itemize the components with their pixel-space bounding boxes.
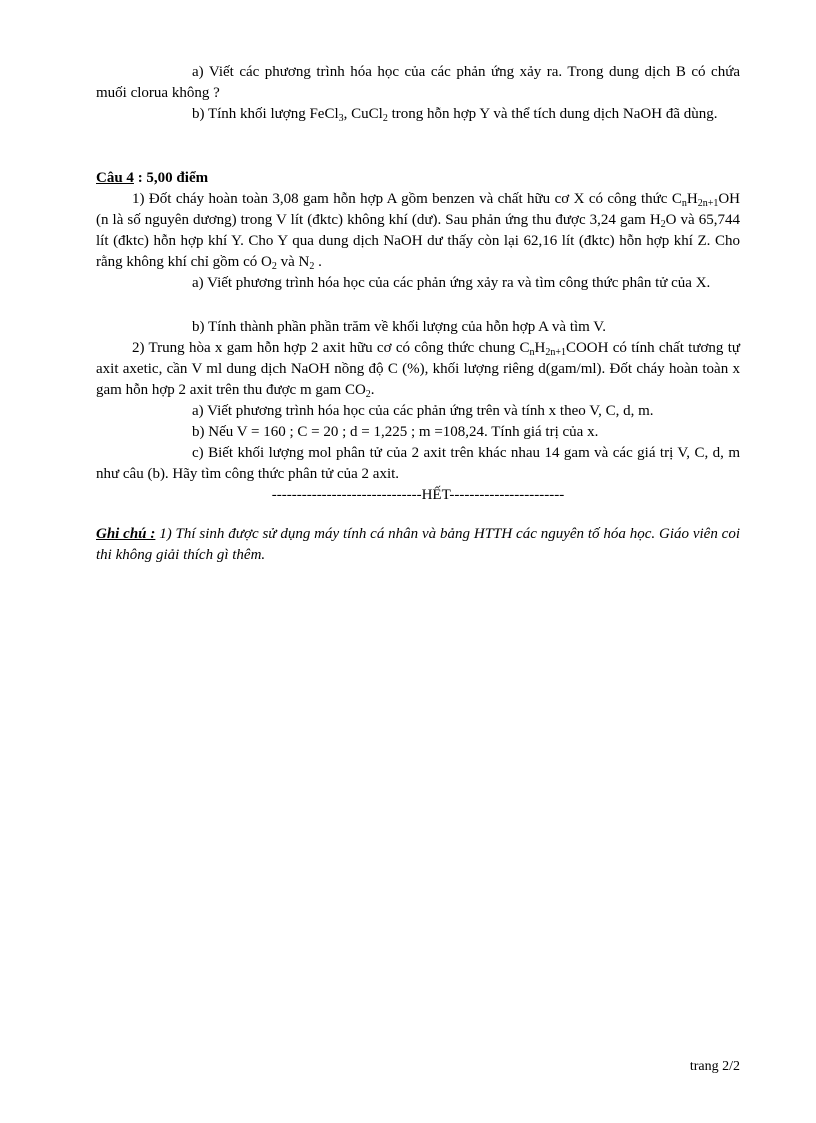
- note-label: Ghi chú :: [96, 526, 156, 542]
- q3-part-a: a) Viết các phương trình hóa học của các phản ứng xảy ra. Trong dung dịch B có chứa muối clorua không ?: [96, 64, 740, 101]
- q4-2-part-b: b) Nếu V = 160 ; C = 20 ; d = 1,225 ; m =108,24. Tính giá trị của x.: [192, 424, 599, 440]
- q4-1-part-a: a) Viết phương trình hóa học của các phản ứng xảy ra và tìm công thức phân tử của X.: [192, 275, 711, 291]
- end-divider: ------------------------------HẾT-----------------------: [271, 487, 565, 503]
- q4-paragraph-2: 2) Trung hòa x gam hỗn hợp 2 axit hữu cơ có công thức chung $C_nH_{2n+1}COOH$ có tính chất tương tự axit axetic, cần V ml dung dịch NaOH nồng độ C (%), khối lượng riêng d(gam/ml). Đốt cháy hoàn toàn x gam hỗn hợp 2 axit trên thu được m gam $CO_2$.: [96, 340, 740, 400]
- q3-part-b: b) Tính khối lượng FeCl$_3$, CuCl$_2$ trong hỗn hợp Y và thể tích dung dịch NaOH đã dùng.: [192, 106, 718, 124]
- page-number: trang 2/2: [689, 1059, 740, 1074]
- q4-1-part-b: b) Tính thành phần phần trăm về khối lượng của hỗn hợp A và tìm V.: [192, 319, 606, 335]
- q4-2-part-c: c) Biết khối lượng mol phân tử của 2 axit trên khác nhau 14 gam và các giá trị V, C, d, m như câu (b). Hãy tìm công thức phân tử của 2 axit.: [96, 445, 740, 482]
- q4-paragraph-1: 1) Đốt cháy hoàn toàn 3,08 gam hỗn hợp A gồm benzen và chất hữu cơ X có công thức $C_nH_{2n+1}OH$ (n là số nguyên dương) trong V lít (đktc) không khí (dư). Sau phản ứng thu được 3,24 gam $H_2O$ và 65,744 lít (đktc) hỗn hợp khí Y. Cho Y qua dung dịch NaOH dư thấy còn lại 62,16 lít (đktc) hỗn hợp khí Z. Cho rằng không khí chỉ gồm có $O_2$ và $N_2$ .: [96, 191, 740, 272]
- note-text: 1) Thí sinh được sử dụng máy tính cá nhân và bảng HTTH các nguyên tố hóa học. Giáo viên coi thi không giải thích gì thêm.: [96, 526, 740, 563]
- note: [96, 524, 740, 566]
- q4-heading: Câu 4 : 5,00 điểm: [96, 170, 209, 186]
- q4-2-part-a: a) Viết phương trình hóa học của các phản ứng trên và tính x theo V, C, d, m.: [192, 403, 654, 419]
